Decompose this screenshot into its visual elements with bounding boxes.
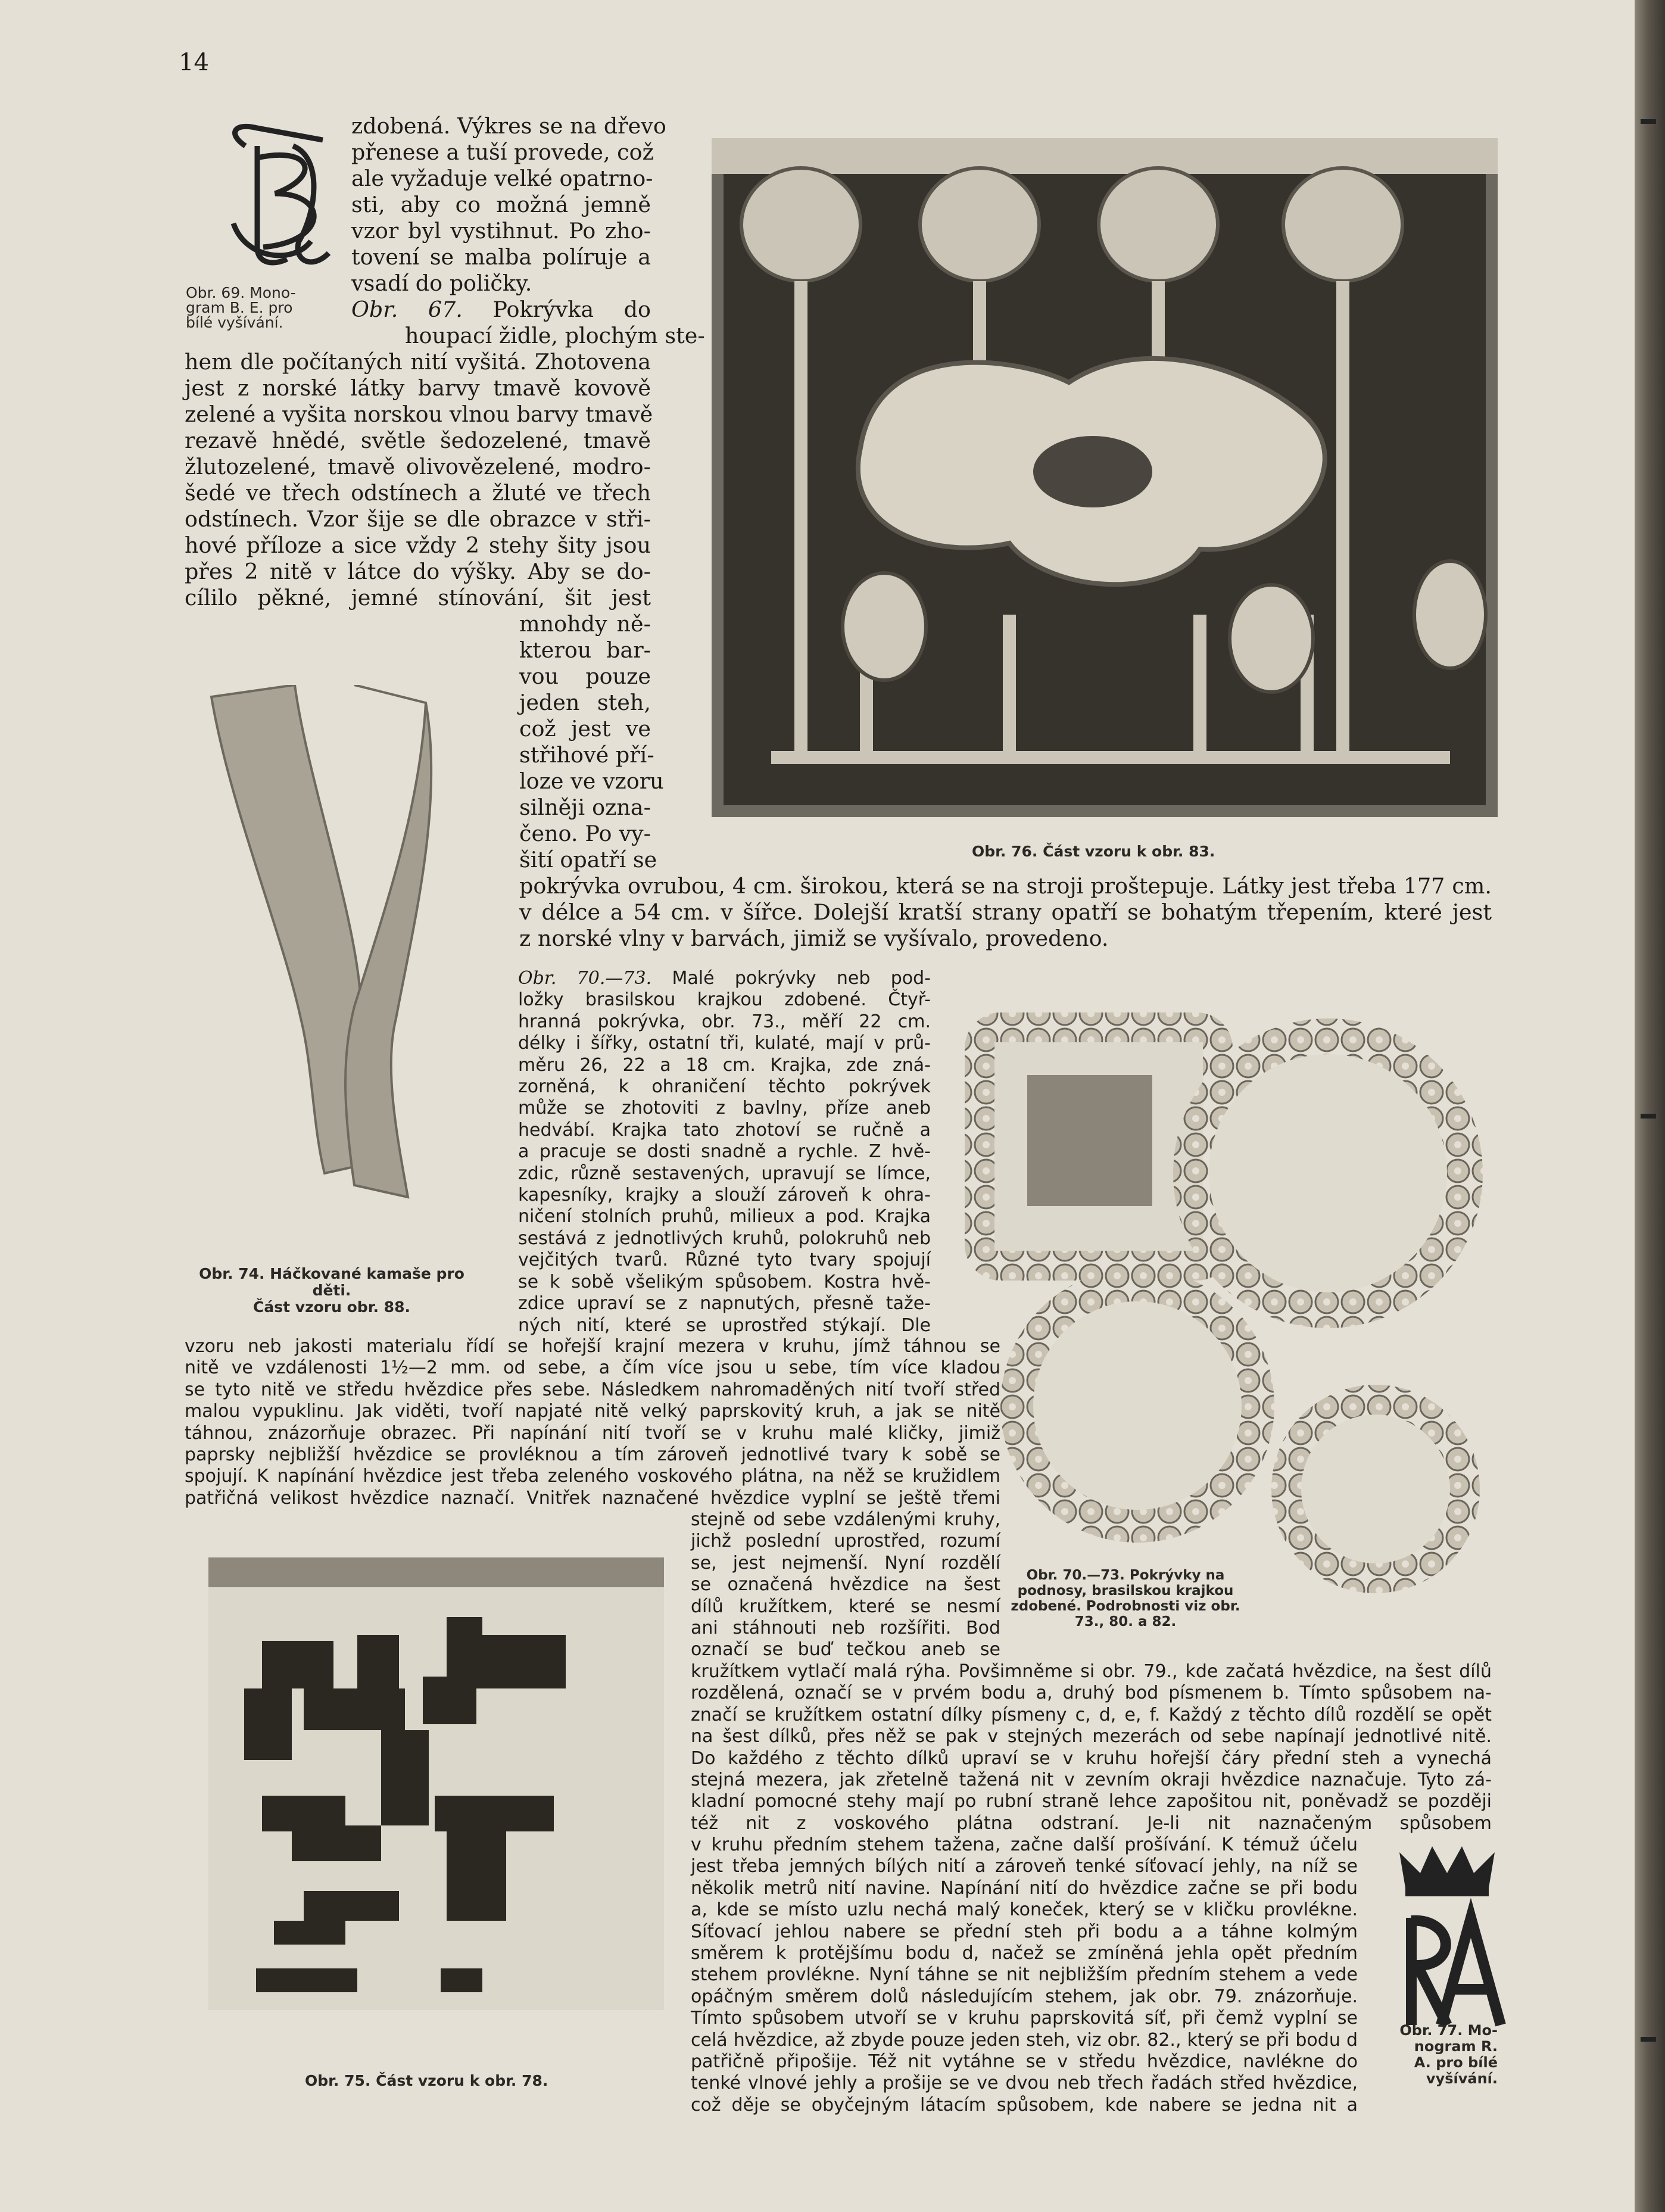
paragraph-67-end: pokrývka ovrubou, 4 cm. širokou, která se na stroji proštepuje. Látky jest třeba 177 cm. v délce a 54 cm. v šířce. Dolejší kratší strany opatří se bohatým třepením, které jest z norské vlny v barvách, jimiž se vyšívalo, provedeno. — [519, 873, 1492, 951]
crown-icon — [1399, 1846, 1495, 1896]
stitch-block — [423, 1677, 476, 1724]
paragraph-67-narrow: mnohdy ně- kterou bar- vou pouze jeden steh, což jest ve střihové pří- loze ve vzoru silněji ozna- čeno. Po vy- šití opatří se — [519, 611, 664, 873]
poppy-bud — [920, 168, 1039, 281]
monogram-ra-letters — [1411, 1918, 1501, 2025]
caption-fig-69: Obr. 69. Mono- gram B. E. pro bílé vyšívání. — [186, 284, 296, 331]
paragraph-70-73-column: Obr. 70.—73. Malé pokrývky neb pod- ložky brasilskou krajkou zdobené. Čtyř- hranná pokrývka, obr. 73., měří 22 cm. délky i šířky, ostatní tři, kulaté, mají v prů- měru 26, 22 a 18 cm. Krajka, zde zná- zorněná, k ohraničení těchto pokrývek může se zhotoviti z bavlny, příze aneb hedvábí. Krajka tato zhotoví se ručně a a pracuje se dosti snadně a rychle. Z hvě- zdic, různě sestavených, upravují se límce, kapesníky, krajky a slouží zároveň k ohra- ničení stolních pruhů, milieux a pod. Krajka sestává z jednotlivých kruhů, polokruhů neb vejčitých tvarů. Různé tyto tvary spojují se k sobě všelikým spůsobem. Kostra hvě- zdice upraví se z napnutých, přesně tažе- ných nití, které se uprostřed stýkají. Dle — [518, 968, 931, 1336]
caption-fig-76: Obr. 76. Část vzoru k obr. 83. — [972, 843, 1215, 860]
svg-text:RA: RA — [1447, 1955, 1456, 1961]
stitch-block — [244, 1688, 292, 1760]
stitch-block — [274, 1921, 345, 1945]
figure-70-73-lace-doilies — [947, 1001, 1495, 1596]
stitch-block — [435, 1796, 554, 1831]
figure-76-poppy-embroidery — [712, 138, 1498, 817]
monogram-ra-figure — [1388, 1840, 1507, 2031]
paragraph-70-73-wide-2: kružítkem vytlačí malá rýha. Povšimněme si obr. 79., kde začatá hvězdice, na šest dílů rozdělená, označí se v prvém bodu a, druhý bod písmenem b. Tímto spůsobem na- značí se kružítkem ostatní dílky písmeny c, d, e, f. Každý z těchto dílů rozdělí se opět na šest dílků, přes něž se pak v stejných mezerách od sebe napínají jednotlivé nitě. Do každého z těchto dílků upraví se v kruhu hořejší čáry přední steh a vynechá stejná mezera, jak zřetelně tažená nit v zevním okraji hvězdice naznačuje. Tyto zá- kladní pomocné stehy mají po rubní straně lehce zapošitou nit, poněvadž se později též nit z voskového plátna odstraní. Je-li nit naznačeným spůsobem — [691, 1661, 1492, 1834]
stitch-block — [357, 1635, 399, 1688]
stitch-block — [476, 1635, 566, 1688]
stitch-block — [447, 1831, 506, 1921]
stitch-block — [262, 1641, 333, 1688]
poppy-center — [1033, 436, 1152, 507]
monogram-be-figure — [222, 122, 341, 277]
caption-fig-70-73: Obr. 70.—73. Pokrývky na podnosy, brasilskou krajkou zdobené. Podrobnosti viz obr. 73., 80. a 82. — [1011, 1568, 1240, 1630]
paragraph-70-73-wide: vzoru neb jakosti materialu řídí se hořejší krajní mezera v kruhu, jímž táhnou se nitě ve vzdálenosti 1½—2 mm. od sebe, a čím více jsou u sebe, tím více kladou se tyto nitě ve středu hvězdice přes sebe. Následkem nahromaděných nití tvoří střed malou vypuklinu. Jak viděti, tvoří napjaté nitě velký paprskovitý kruh, a jak se nitě táhnou, znázorňuje obrazec. Při napínání nití tvoří se v kruhu malé kličky, jimiž paprsky nejbližší hvězdice se provléknou a tím zároveň jednotlivé tvary k sobě se spojují. K napínání hvězdice jest třeba zeleného voskového plátna, na něž se kružidlem patřičná velikost hvězdice naznačí. Vnitřek naznačené hvězdice vyplní se ještě třemi — [185, 1336, 1000, 1509]
book-spine — [1635, 0, 1665, 2212]
poppy-bud — [1283, 168, 1402, 281]
paragraph-67-line: houpací židle, plochým ste- — [405, 323, 705, 348]
stitch-block — [304, 1688, 405, 1730]
figure-74-gaiters — [205, 685, 515, 1221]
monogram-stroke — [235, 126, 323, 146]
paragraph-67-wide: hem dle počítaných nití vyšitá. Zhotovena jest z norské látky barvy tmavě kovově zelené a vyšita norskou vlnou barvy tmavě rezavě hnědé, světle šedozelené, tmavě žlutozelené, tmavě olivovězelené, modro- šedé ve třech odstínech a žluté ve třech odstínech. Vzor šije se dle obrazce v stři- hové příloze a sice vždy 2 stehy šity jsou přes 2 nitě v látce do výšky. Aby se do- cílilo pěkné, jemné stínování, šit jest — [185, 349, 653, 610]
stitch-block — [441, 1968, 482, 1992]
paragraph-70-73-narrow: stejně od sebe vzdálenými kruhy, jichž poslední uprostřed, rozumí se, jest nejmenší. Nyní rozdělí se označená hvězdice na šest dílů kružítkem, které se nesmí ani stáhnouti neb rozšířiti. Bod označí se buď tečkou aneb se — [691, 1509, 1000, 1660]
paragraph-70-73-final: v kruhu předním stehem tažena, začne další prošívání. K témuž účelu jest třeba jemných bílých nití a zároveň tenké síťovací jehly, na níž se několik metrů nití navine. Napínání nití do hvězdice začne se při bodu a, kde se místo uzlu nechá malý koneček, který se v kličku provlékne. Síťovací jehlou nabere se přední steh při bodu a a táhne kolmým směrem k protějšímu bodu d, načež se zmíněná jehla opět předním stehem provlékne. Nyní táhne se nit nejbližším předním stehem a vede opáčným směrem dolů následujícím stehem, jak obr. 79. znázorňuje. Tímto spůsobem utvoří se v kruhu paprskovitá síť, při čemž vyplní se celá hvězdice, až zbyde pouze jeden steh, viz obr. 82., který se při bodu d patřičně připošije. Též nit vytáhne se v středu hvězdice, navlékne do tenké vlnové jehly a prošije se ve dvou neb třech řadách střed hvězdice, což děje se obyčejným látacím spůsobem, kde nabere se jedna nit a — [691, 1834, 1358, 2116]
leaf — [843, 573, 926, 680]
paragraph-67-top: zdobená. Výkres se na dřevo přenese a tuší provede, což ale vyžaduje velké opatrno- sti, aby co možná jemně vzor byl vystihnut. Po zho- tovení se malba políruje a vsadí do poličky. Obr. 67. Pokrývka do — [351, 113, 666, 322]
leaf — [1230, 585, 1313, 692]
caption-fig-77: Obr. 77. Mo- nogram R. A. pro bílé vyšívání. — [1399, 2022, 1498, 2087]
caption-fig-74: Obr. 74. Háčkované kamaše pro děti. Část vzoru obr. 88. — [199, 1265, 464, 1316]
stitch-block — [292, 1825, 381, 1861]
figure-75-cross-stitch-pattern — [208, 1557, 664, 2010]
stitch-block — [304, 1891, 399, 1921]
monogram-letters: BE — [281, 201, 290, 207]
square-doily-center — [1027, 1075, 1152, 1206]
gaiter-right — [345, 685, 431, 1197]
stitch-block — [381, 1730, 429, 1825]
page-number: 14 — [179, 49, 209, 76]
stitch-block — [256, 1968, 357, 1992]
leaf — [1414, 561, 1486, 668]
poppy-bud — [1099, 168, 1218, 281]
poppy-bud — [741, 168, 860, 281]
caption-fig-75: Obr. 75. Část vzoru k obr. 78. — [305, 2072, 548, 2089]
